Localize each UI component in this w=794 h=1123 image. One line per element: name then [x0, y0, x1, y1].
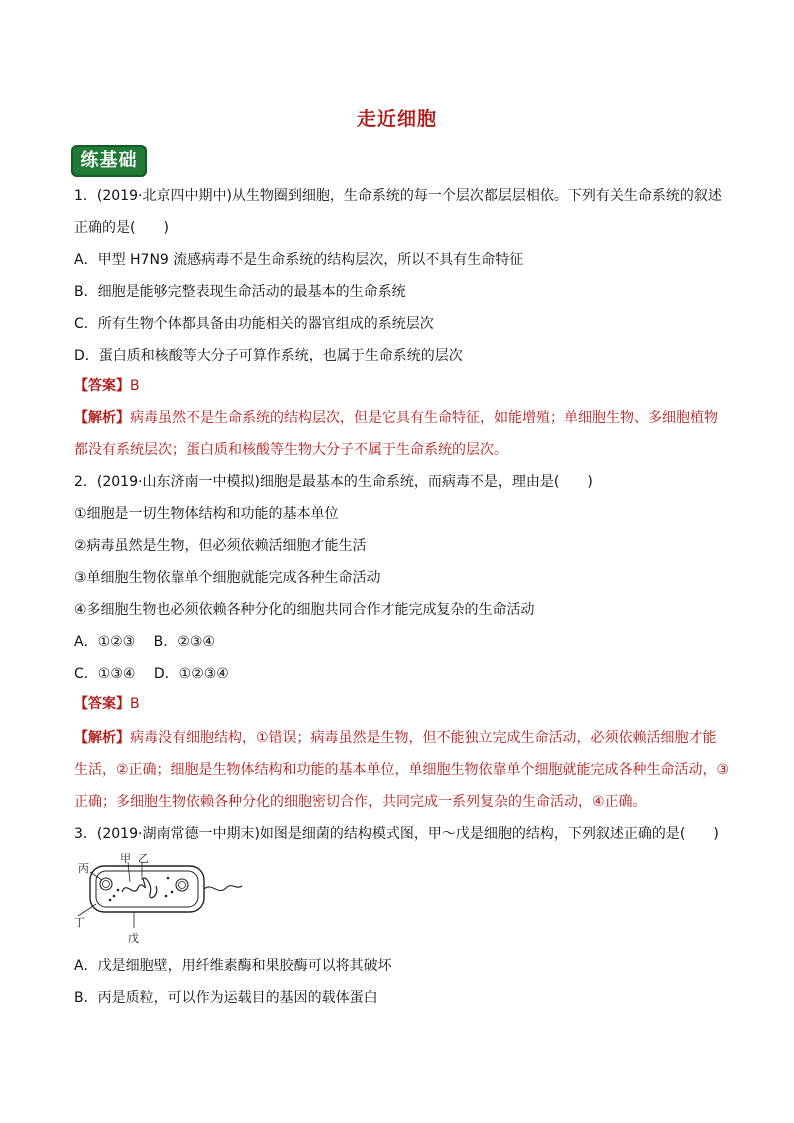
ribosome-dot: [167, 877, 170, 880]
leader-line-jia: [128, 862, 130, 882]
plasmid-right-inner-shape: [179, 882, 186, 889]
q2-analysis-label: 【解析】: [74, 730, 130, 746]
q1-answer: [74, 376, 734, 396]
q1-stem-line-1: 1．(2019·北京四中期中)从生物圈到细胞，生命系统的每一个层次都层层相依。下列有关生命系统的叙述: [74, 188, 722, 204]
figure-label-ding: 丁: [74, 916, 85, 929]
figure-label-jia: 甲: [120, 852, 131, 865]
q3-option-a: A．戊是细胞壁，用纤维素酶和果胶酶可以将其破坏: [74, 958, 392, 974]
page-title: 走近细胞: [356, 108, 437, 130]
q1-option-c: C．所有生物个体都具备由功能相关的器官组成的系统层次: [74, 316, 434, 332]
q1-analysis-line-1: [74, 408, 734, 428]
q1-option-d: D．蛋白质和核酸等大分子可算作系统，也属于生命系统的层次: [74, 348, 463, 364]
q2-item-4: ④多细胞生物也必须依赖各种分化的细胞共同合作才能完成复杂的生命活动: [74, 602, 535, 618]
q2-analysis-line-2: 生活，②正确；细胞是生物体结构和功能的基本单位，单细胞生物依靠单个细胞就能完成各种生命活动，③: [74, 762, 730, 778]
q2-item-2: ②病毒虽然是生物，但必须依赖活细胞才能生活: [74, 538, 367, 554]
q3-option-b: B．丙是质粒，可以作为运载目的基因的载体蛋白: [74, 990, 378, 1006]
q1-option-b: B．细胞是能够完整表现生命活动的最基本的生命系统: [74, 284, 406, 300]
q2-item-1: ①细胞是一切生物体结构和功能的基本单位: [74, 506, 339, 522]
q1-option-a: A．甲型 H7N9 流感病毒不是生命系统的结构层次，所以不具有生命特征: [74, 252, 524, 268]
plasmid-right-shape: [176, 879, 188, 891]
q2-options-cd: C．①③④ D．①②③④: [74, 666, 229, 682]
q1-stem-line-2: 正确的是( ): [74, 220, 169, 236]
q2-answer-label: 【答案】: [74, 696, 130, 712]
ribosome-dot: [113, 895, 116, 898]
q2-options-ab: A．①②③ B．②③④: [74, 634, 215, 650]
figure-label-wu: 戊: [128, 932, 139, 945]
q1-answer-label: 【答案】: [74, 378, 130, 394]
section-badge: 练基础: [71, 145, 147, 177]
q2-item-3: ③单细胞生物依靠单个细胞就能完成各种生命活动: [74, 570, 381, 586]
figure-label-yi: 乙: [138, 852, 149, 865]
q2-answer-value: B: [130, 696, 140, 712]
leader-line-ding: [78, 904, 96, 916]
q2-stem: 2．(2019·山东济南一中模拟)细胞是最基本的生命系统，而病毒不是，理由是( ): [74, 474, 593, 490]
q2-answer: [74, 694, 734, 714]
cell-membrane-shape: [96, 871, 198, 907]
q1-analysis-line-2: 都没有系统层次；蛋白质和核酸等生物大分子不属于生命系统的层次。: [74, 442, 508, 458]
q2-analysis-line-1: [74, 728, 734, 748]
ribosome-dot: [171, 891, 174, 894]
flagellum-shape: [204, 886, 242, 891]
ribosome-dot: [109, 899, 112, 902]
q1-analysis-label: 【解析】: [74, 410, 130, 426]
plasmid-left-inner-shape: [103, 881, 110, 888]
q2-analysis-line-3: 正确；多细胞生物依赖各种分化的细胞密切合作，共同完成一系列复杂的生命活动，④正确。: [74, 794, 647, 810]
nucleoid-dna-shape: [122, 878, 157, 898]
q2-analysis-text-1: 病毒没有细胞结构，①错误；病毒虽然是生物，但不能独立完成生命活动，必须依赖活细胞才能: [130, 730, 717, 746]
figure-label-bing: 丙: [78, 862, 89, 875]
q1-answer-value: B: [130, 378, 140, 394]
ribosome-dot: [165, 895, 168, 898]
ribosome-dot: [117, 889, 120, 892]
q3-stem: 3．(2019·湖南常德一中期末)如图是细菌的结构模式图，甲～戊是细胞的结构，下列叙述正确的是( ): [74, 826, 719, 842]
q1-analysis-text-1: 病毒虽然不是生命系统的结构层次，但是它具有生命特征，如能增殖；单细胞生物、多细胞植物: [130, 410, 718, 426]
bacterium-diagram: [74, 852, 244, 948]
